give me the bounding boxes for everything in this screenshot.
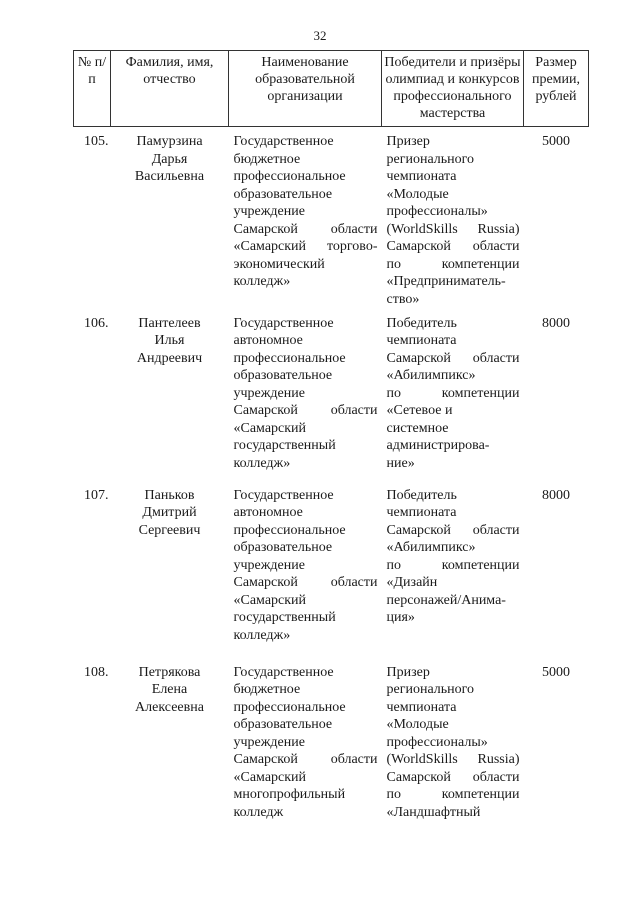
cell-line: чемпионата — [386, 699, 457, 715]
cell-line: Самарской области — [386, 522, 520, 538]
cell-line: системное — [386, 420, 449, 436]
cell-line: «Дизайн — [386, 575, 438, 590]
cell-line: Алексеевна — [135, 699, 204, 715]
cell-line: Самарской области — [233, 403, 378, 418]
cell-line: Васильевна — [134, 169, 205, 184]
cell-line: Андреевич — [136, 350, 203, 366]
cell-line: Паньков — [144, 487, 195, 503]
cell-line: Петрякова — [138, 664, 201, 680]
row-number: 105. — [84, 134, 109, 149]
table-body — [74, 127, 589, 828]
award-description — [382, 658, 524, 828]
cell-line: бюджетное — [233, 151, 301, 167]
cell-line: Самарской области — [233, 221, 378, 237]
organization-name — [229, 127, 382, 309]
cell-line: образовательное — [233, 540, 333, 555]
cell-line: ство» — [386, 291, 420, 307]
cell-line: ция» — [386, 610, 415, 625]
cell-line: образовательное — [233, 186, 333, 202]
table-row — [74, 481, 589, 658]
cell-line: автономное — [233, 505, 303, 520]
cell-line: «Ландшафтный — [386, 804, 481, 820]
cell-line: администрирова- — [386, 438, 490, 453]
cell-line: профессиональное — [233, 350, 346, 366]
award-description — [382, 309, 524, 481]
cell-line: Самарской области — [386, 350, 520, 366]
awards-table — [73, 50, 589, 828]
table-header-row — [74, 51, 589, 127]
cell-line: «Самарский — [233, 592, 307, 608]
cell-line: Самарской области — [233, 752, 378, 767]
cell-line: колледж» — [233, 627, 291, 643]
award-description — [382, 481, 524, 658]
cell-line: многопрофильный — [233, 787, 346, 802]
cell-line: колледж» — [233, 274, 291, 289]
cell-line: Государственное — [233, 134, 334, 149]
cell-line: государственный — [233, 438, 336, 453]
cell-line: по компетенции — [386, 256, 520, 272]
prize-amount: 8000 — [542, 315, 570, 331]
cell-line: регионального — [386, 682, 475, 697]
cell-line: чемпионата — [386, 169, 457, 184]
cell-line: Елена — [151, 682, 188, 697]
cell-line: Илья — [154, 333, 185, 348]
cell-line: автономное — [233, 333, 303, 348]
cell-line: персонажей/Анима- — [386, 592, 506, 608]
cell-line: Самарской области — [386, 239, 520, 254]
prize-amount: 5000 — [542, 134, 570, 149]
header-org: Наименование образовательной организации — [229, 51, 382, 127]
cell-line: учреждение — [233, 734, 305, 750]
cell-line: чемпионата — [386, 333, 457, 348]
cell-line: профессиональное — [233, 699, 346, 715]
cell-line: Дмитрий — [142, 505, 197, 520]
header-prize: Размер премии, рублей — [524, 51, 589, 127]
row-number: 107. — [84, 487, 109, 503]
cell-line: «Сетевое и — [386, 403, 453, 418]
cell-line: Государственное — [233, 487, 334, 503]
cell-line: (WorldSkills Russia) — [386, 221, 520, 237]
cell-line: по компетенции — [386, 557, 520, 573]
cell-line: по компетенции — [386, 787, 520, 802]
cell-line: учреждение — [233, 385, 305, 401]
header-winners: Победители и призёры олимпиад и конкурсов профессионального мастерства — [382, 51, 524, 127]
cell-line: Самарской области — [386, 769, 520, 785]
cell-line: профессиональное — [233, 522, 346, 538]
table-row — [74, 658, 589, 828]
cell-line: Памурзина — [136, 134, 203, 149]
cell-line: государственный — [233, 610, 336, 625]
cell-line: колледж — [233, 804, 284, 820]
cell-line: «Самарский — [233, 420, 307, 436]
cell-line: регионального — [386, 151, 475, 167]
cell-line: образовательное — [233, 717, 333, 732]
cell-line: Призер — [386, 134, 430, 149]
award-description — [382, 127, 524, 309]
cell-line: чемпионата — [386, 505, 457, 520]
cell-line: профессиональное — [233, 169, 346, 184]
cell-line: Государственное — [233, 315, 334, 331]
organization-name — [229, 309, 382, 481]
cell-line: экономический — [233, 256, 325, 272]
cell-line: профессионалы» — [386, 734, 488, 750]
cell-line: Победитель — [386, 487, 457, 503]
cell-line: «Молодые — [386, 186, 449, 202]
cell-line: (WorldSkills Russia) — [386, 752, 520, 767]
table-row — [74, 309, 589, 481]
person-name — [111, 309, 229, 481]
person-name — [111, 127, 229, 309]
cell-line: по компетенции — [386, 385, 520, 401]
header-name: Фамилия, имя, отчество — [111, 51, 229, 127]
cell-line: учреждение — [233, 204, 305, 219]
cell-line: бюджетное — [233, 682, 301, 697]
person-name — [111, 658, 229, 828]
cell-line: Государственное — [233, 664, 334, 680]
row-number: 106. — [84, 315, 109, 331]
prize-amount: 5000 — [542, 664, 570, 680]
cell-line: Призер — [386, 664, 430, 680]
page-number: 32 — [313, 28, 327, 43]
cell-line: «Предприниматель- — [386, 274, 506, 289]
cell-line: Дарья — [151, 151, 188, 167]
organization-name — [229, 658, 382, 828]
cell-line: «Молодые — [386, 717, 449, 732]
cell-line: образовательное — [233, 368, 333, 383]
cell-line: «Самарский торгово- — [233, 239, 378, 254]
cell-line: профессионалы» — [386, 204, 488, 219]
cell-line: Сергеевич — [138, 522, 201, 538]
prize-amount: 8000 — [542, 487, 570, 503]
cell-line: Победитель — [386, 315, 457, 331]
cell-line: колледж» — [233, 455, 291, 471]
person-name — [111, 481, 229, 658]
cell-line: ние» — [386, 455, 415, 471]
row-number: 108. — [84, 664, 109, 680]
organization-name — [229, 481, 382, 658]
table-row — [74, 127, 589, 309]
cell-line: «Абилимпикс» — [386, 368, 476, 383]
cell-line: Самарской области — [233, 575, 378, 590]
cell-line: учреждение — [233, 557, 305, 573]
cell-line: Пантелеев — [138, 315, 201, 331]
header-num: № п/п — [74, 51, 111, 127]
cell-line: «Абилимпикс» — [386, 540, 476, 555]
cell-line: «Самарский — [233, 769, 307, 785]
